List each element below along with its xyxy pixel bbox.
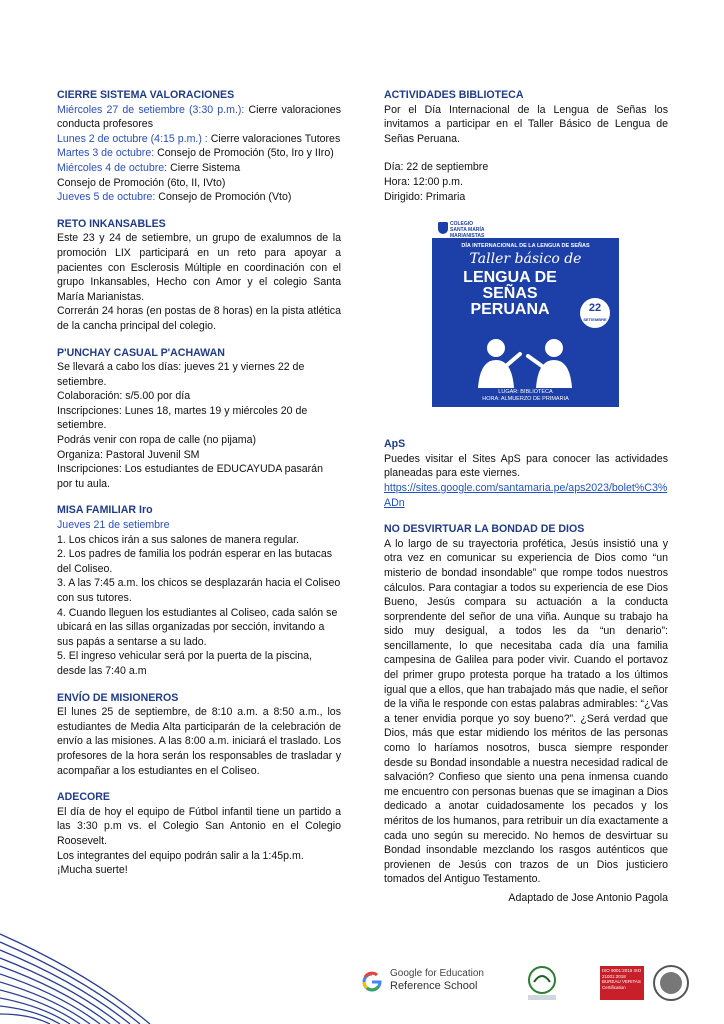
footer-logos	[360, 964, 700, 1004]
section-title: CIERRE SISTEMA VALORACIONES	[57, 89, 235, 101]
poster-heading: DÍA INTERNACIONAL DE LA LENGUA DE SEÑAS	[461, 243, 590, 250]
list-item: 1. Los chicos irán a sus salones de manera regular.	[57, 533, 300, 546]
people-signing-icon	[462, 336, 588, 388]
section-title: ADECORE	[57, 791, 110, 804]
paragraph: El lunes 25 de septiembre, de 8:10 a.m. a 8:50 a.m., los estudiantes de Media Alta participarán de la celebración de envío a las misiones. A las 8:00 a.m. iniciará el traslado. Los profesores de la hora serán los responsables de trasladar y acompañar a los estudiantes en el Coliseo.	[57, 706, 341, 777]
section-cierre	[57, 88, 341, 205]
section-title: ENVÍO DE MISIONEROS	[57, 691, 179, 704]
cierre-line-1: Miércoles 27 de setiembre (3:30 p.m.): Cierre valoraciones conducta profesores	[57, 103, 341, 131]
section-title: MISA FAMILIAR Iro	[57, 504, 153, 517]
section-biblioteca	[384, 88, 668, 204]
poster-script: Taller básico de	[469, 251, 582, 268]
aps-sites-link[interactable]: https://sites.google.com/santamaria.pe/aps2023/bolet%C3%ADn	[384, 481, 668, 509]
list-item: 3. A las 7:45 a.m. los chicos se desplazarán hacia el Coliseo con sus tutores.	[57, 577, 341, 604]
list-item: 2. Los padres de familia los podrán esperar en las butacas del Coliseo.	[57, 548, 333, 575]
cierre-line-5: Jueves 5 de octubre: Consejo de Promoción (Vto)	[57, 191, 292, 204]
list-item: Inscripciones: Los estudiantes de EDUCAYUDA pasarán por tu aula.	[57, 463, 323, 490]
event-time: Hora: 12:00 p.m.	[384, 175, 463, 188]
section-title: NO DESVIRTUAR LA BONDAD DE DIOS	[384, 523, 585, 536]
misa-date: Jueves 21 de setiembre	[57, 519, 170, 532]
paragraph: Puedes visitar el Sites ApS para conocer las actividades planeadas para este viernes.	[384, 452, 668, 480]
section-title: P'UNCHAY CASUAL P'ACHAWAN	[57, 346, 225, 359]
bureau-veritas-icon	[652, 964, 690, 1002]
section-envio	[57, 691, 341, 779]
list-item: Podrás venir con ropa de calle (no pijama)	[57, 434, 257, 447]
cierre-line-4b: Consejo de Promoción (6to, II, IVto)	[57, 176, 226, 189]
google-icon	[360, 970, 384, 994]
paragraph: Este 23 y 24 de setiembre, un grupo de exalumnos de la promoción LIX participará en un reto para apoyar a pacientes con Esclerosis Múltiple en coordinación con el grupo Inkansables, Hecho con Amor y el colegio Santa María Marianistas.	[57, 232, 341, 303]
credit-line: Adaptado de Jose Antonio Pagola	[508, 891, 668, 904]
date-badge: 22 SETIEMBRE	[580, 298, 610, 328]
list-item: Se llevará a cabo los días: jueves 21 y viernes 22 de setiembre.	[57, 361, 305, 388]
sign-language-poster	[432, 218, 619, 407]
section-title: ACTIVIDADES BIBLIOTECA	[384, 89, 524, 101]
section-punchay	[57, 346, 341, 492]
list-item: Colaboración: s/5.00 por día	[57, 390, 191, 403]
poster-location: LUGAR: BIBLIOTECA HORA: ALMUERZO DE PRIMARIA	[482, 389, 569, 403]
school-name: COLEGIO SANTA MARÍA MARIANISTAS	[450, 221, 485, 240]
section-adecore	[57, 790, 341, 878]
cierre-line-3: Martes 3 de octubre: Consejo de Promoción (5to, Iro y IIro)	[57, 147, 334, 160]
cierre-line-2: Lunes 2 de octubre (4:15 p.m.) : Cierre valoraciones Tutores	[57, 132, 341, 145]
right-column	[384, 88, 668, 906]
section-title: RETO INKANSABLES	[57, 217, 166, 230]
paragraph: El día de hoy el equipo de Fútbol infantil tiene un partido a las 3:30 p.m vs. el Colegio San Antonio en el Colegio Roosevelt.	[57, 805, 341, 847]
left-column	[57, 88, 341, 890]
section-title: ApS	[384, 438, 406, 451]
paragraph: ¡Mucha suerte!	[57, 864, 128, 877]
poster-title: LENGUA DE SEÑAS PERUANA	[463, 269, 557, 319]
list-item: Inscripciones: Lunes 18, martes 19 y miércoles 20 de setiembre.	[57, 404, 308, 432]
iso-certification-badge: ISO 9001:2015 ISO 21001:2018 BUREAU VERITAS Certification	[600, 966, 644, 1000]
google-reference-text: Google for Education Reference School	[390, 968, 484, 992]
list-item: 5. El ingreso vehicular será por la puerta de la piscina, desde las 7:40 a.m	[57, 650, 312, 677]
school-accreditation-icon	[522, 964, 562, 1002]
section-bondad	[384, 522, 668, 905]
list-item: Organiza: Pastoral Juvenil SM	[57, 448, 200, 461]
event-date: Día: 22 de septiembre	[384, 161, 489, 174]
paragraph: Correrán 24 horas (en postas de 8 horas) en la pista atlética de la cancha principal del colegio.	[57, 305, 341, 332]
section-aps	[384, 437, 668, 510]
paragraph: A lo largo de su trayectoria profética, Jesús insistió una y otra vez en comunicar su experiencia de Dios como “un misterio de bondad insondable” que rompe todos nuestros cálculos. Para contagiar a todos su experiencia de ese Dios Bueno, Jesús compara su actuación a la conducta sorprendente del señor de una viña. Aunque su trabajo ha sido muy desigual, a todos les da “un denario”: sencillamente, lo que necesitaba cada día una familia campesina de Galilea para poder vivir. Cuando el portavoz del primer grupo protesta porque ha tratado a los últimos igual que a ellos, que han trabajado más que nadie, el señor de la viña le responde con estas palabras admirables: “¿Vas a tener envidia porque yo soy bueno?”. ¿Será verdad que Dios, más que estar midiendo los méritos de las personas como lo haríamos nosotros, busca siempre responder desde su Bondad insondable a nuestra necesidad radical de salvación? Confieso que siento una pena inmensa cuando me encuentro con personas buenas que se imaginan a Dios dedicado a anotar cuidadosamente los pecados y los méritos de los humanos, para retribuir un día exactamente a cada uno según su merecido. No hemos de desvirtuar su Bondad insondable mezclando los rasgos auténticos que provienen de Jesús con trazos de un Dios justiciero tomados del Antiguo Testamento.	[384, 537, 668, 886]
section-reto	[57, 217, 341, 334]
paragraph: Por el Día Internacional de la Lengua de Señas los invitamos a participar en el Taller Básico de Lengua de Señas Peruana.	[384, 103, 668, 145]
school-crest-icon	[438, 222, 448, 234]
cierre-line-4: Miércoles 4 de octubre: Cierre Sistema	[57, 161, 241, 174]
list-item: 4. Cuando lleguen los estudiantes al Coliseo, cada salón se ubicará en las sillas organizadas por sección, invitando a sus papás a sentarse a su lado.	[57, 606, 338, 648]
event-audience: Dirigido: Primaria	[384, 190, 466, 203]
section-misa	[57, 503, 341, 678]
paragraph: Los integrantes del equipo podrán salir a la 1:45p.m.	[57, 849, 304, 862]
